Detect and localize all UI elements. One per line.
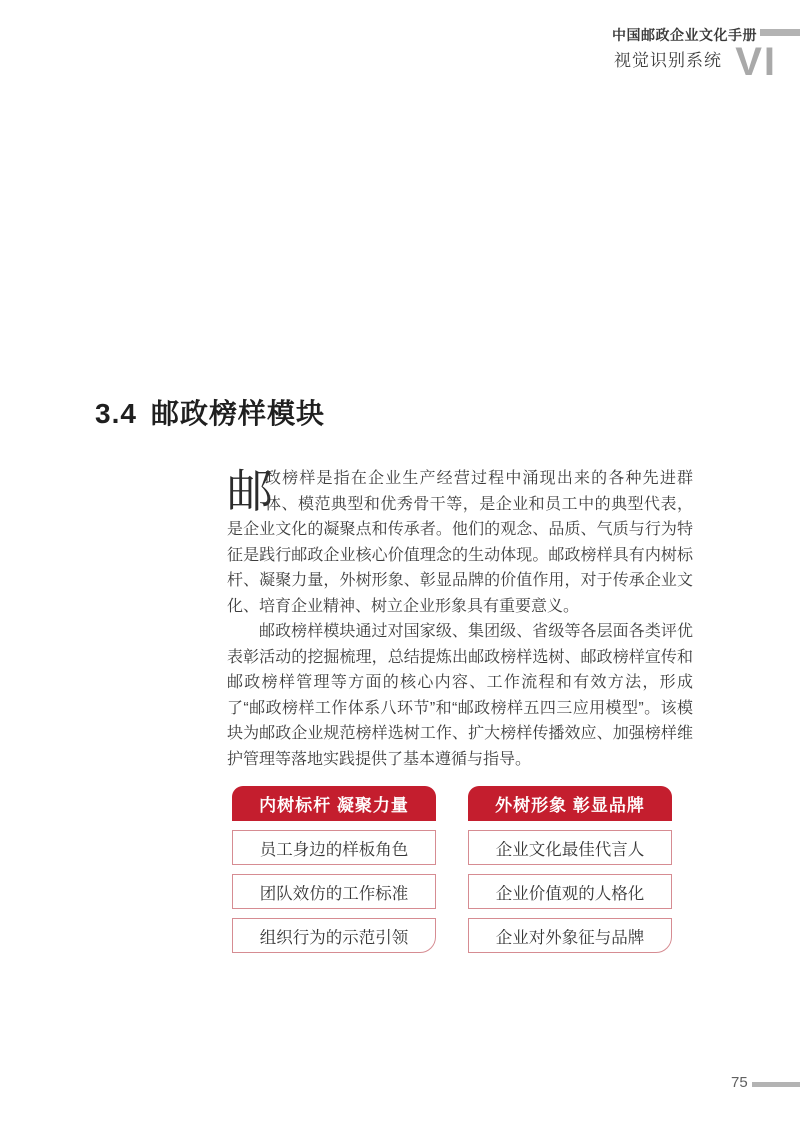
footer-bar	[752, 1082, 800, 1087]
paragraph-2: 邮政榜样模块通过对国家级、集团级、省级等各层面各类评优表彰活动的挖掘梳理，总结提炼出邮政榜样选树、邮政榜样宣传和邮政榜样管理等方面的核心内容、工作流程和有效方法，形成了“邮政榜样工作体系八环节”和“邮政榜样五四三应用模型”。该模块为邮政企业规范榜样选树工作、扩大榜样传播效应、加强榜样维护管理等落地实践提供了基本遵循与指导。	[227, 623, 693, 768]
paragraph-1	[227, 466, 693, 619]
paragraph-1-text: 政榜样是指在企业生产经营过程中涌现出来的各种先进群体、模范典型和优秀骨干等，是企业和员工中的典型代表，是企业文化的凝聚点和传承者。他们的观念、品质、气质与行为特征是践行邮政企业核心价值理念的生动体现。邮政榜样具有内树标杆、凝聚力量，外树形象、彰显品牌的价值作用，对于传承企业文化、培育企业精神、树立企业形象具有重要意义。	[227, 470, 693, 615]
system-title: 视觉识别系统	[614, 51, 722, 70]
list-item: 员工身边的样板角色	[232, 830, 436, 865]
role-model-diagram	[232, 786, 672, 953]
list-item: 企业价值观的人格化	[468, 874, 672, 909]
column-external	[468, 786, 672, 953]
section-title-text: 邮政榜样模块	[150, 398, 325, 429]
drop-cap: 邮	[227, 465, 273, 517]
page-number: 75	[731, 1074, 748, 1091]
column-internal-header: 内树标杆 凝聚力量	[232, 786, 436, 821]
section-number: 3.4	[95, 398, 137, 429]
list-item: 组织行为的示范引领	[232, 918, 436, 953]
column-external-header: 外树形象 彰显品牌	[468, 786, 672, 821]
header-bar	[760, 29, 800, 36]
column-internal	[232, 786, 436, 953]
body-text	[227, 466, 693, 772]
vi-watermark: VI	[735, 40, 777, 84]
list-item: 团队效仿的工作标准	[232, 874, 436, 909]
section-title	[95, 392, 325, 432]
handbook-title: 中国邮政企业文化手册	[612, 27, 757, 43]
list-item: 企业对外象征与品牌	[468, 918, 672, 953]
list-item: 企业文化最佳代言人	[468, 830, 672, 865]
